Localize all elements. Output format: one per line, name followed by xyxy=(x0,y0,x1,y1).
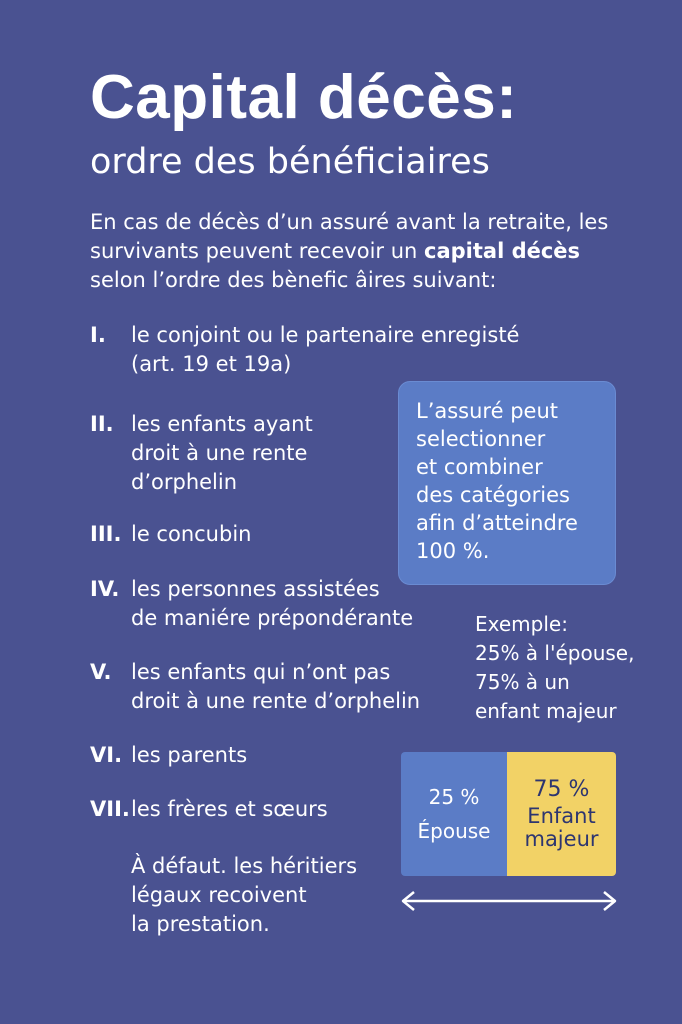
beneficiary-text: droit à une rente d’orphelin xyxy=(131,689,421,713)
segment-percent: 75 % xyxy=(533,776,590,802)
beneficiary-text: (art. 19 et 19a) xyxy=(131,352,292,376)
beneficiary-text: les enfants ayant xyxy=(131,412,313,436)
beneficiary-numeral: IV. xyxy=(90,577,120,601)
example-line: 25% à l'épouse, xyxy=(475,641,635,665)
segment-percent: 25 % xyxy=(428,785,480,809)
beneficiary-numeral: I. xyxy=(90,323,106,347)
segment-label: Épouse xyxy=(417,819,491,843)
beneficiary-text: droit à une rente xyxy=(131,441,308,465)
info-line: L’assuré peut xyxy=(416,399,558,423)
info-line: et combiner xyxy=(416,455,543,479)
info-callout-box xyxy=(398,381,616,585)
beneficiary-numeral: V. xyxy=(90,660,112,684)
beneficiary-text: les personnes assistées xyxy=(131,577,380,601)
segment-label: majeur xyxy=(524,826,599,851)
beneficiary-text: le concubin xyxy=(131,522,252,546)
intro-text-1: En cas de décès d’un assuré avant la retraite, les survivants peuvent recevoir un xyxy=(90,210,609,263)
example-line: 75% à un xyxy=(475,670,570,694)
beneficiary-text: les parents xyxy=(131,743,248,767)
beneficiary-text: les frères et sœurs xyxy=(131,797,328,821)
beneficiary-text: les enfants qui n’ont pas xyxy=(131,660,391,684)
beneficiary-text: de maniére prépondérante xyxy=(131,606,414,630)
double-arrow-icon xyxy=(398,888,620,914)
fallback-line: la prestation. xyxy=(131,912,270,936)
fallback-line: À défaut. les héritiers xyxy=(131,854,358,878)
page-subtitle: ordre des bénéficiaires xyxy=(90,142,490,182)
info-line: des catégories xyxy=(416,483,570,507)
example-line: Exemple: xyxy=(475,612,568,636)
split-segment-spouse xyxy=(401,752,507,876)
fallback-line: légaux recoivent xyxy=(131,883,307,907)
beneficiary-numeral: II. xyxy=(90,412,114,436)
beneficiary-numeral: VII. xyxy=(90,797,130,821)
split-segment-child xyxy=(507,752,616,876)
page-title: Capital décès: xyxy=(90,63,518,132)
beneficiary-numeral: VI. xyxy=(90,743,123,767)
intro-text-2: selon l’ordre des bènefic âires suivant: xyxy=(90,268,497,292)
intro-bold-term: capital décès xyxy=(424,239,581,263)
beneficiary-text: d’orphelin xyxy=(131,470,238,494)
segment-label: Enfant xyxy=(527,803,596,828)
info-line: 100 %. xyxy=(416,539,490,563)
info-line: afin d’atteindre xyxy=(416,511,578,535)
fallback-note xyxy=(131,852,421,939)
beneficiary-numeral: III. xyxy=(90,522,122,546)
intro-paragraph xyxy=(90,208,630,295)
example-text xyxy=(475,610,675,726)
beneficiary-text: le conjoint ou le partenaire enregisté xyxy=(131,323,520,347)
split-bar xyxy=(401,752,616,876)
info-line: selectionner xyxy=(416,427,546,451)
example-line: enfant majeur xyxy=(475,699,617,723)
